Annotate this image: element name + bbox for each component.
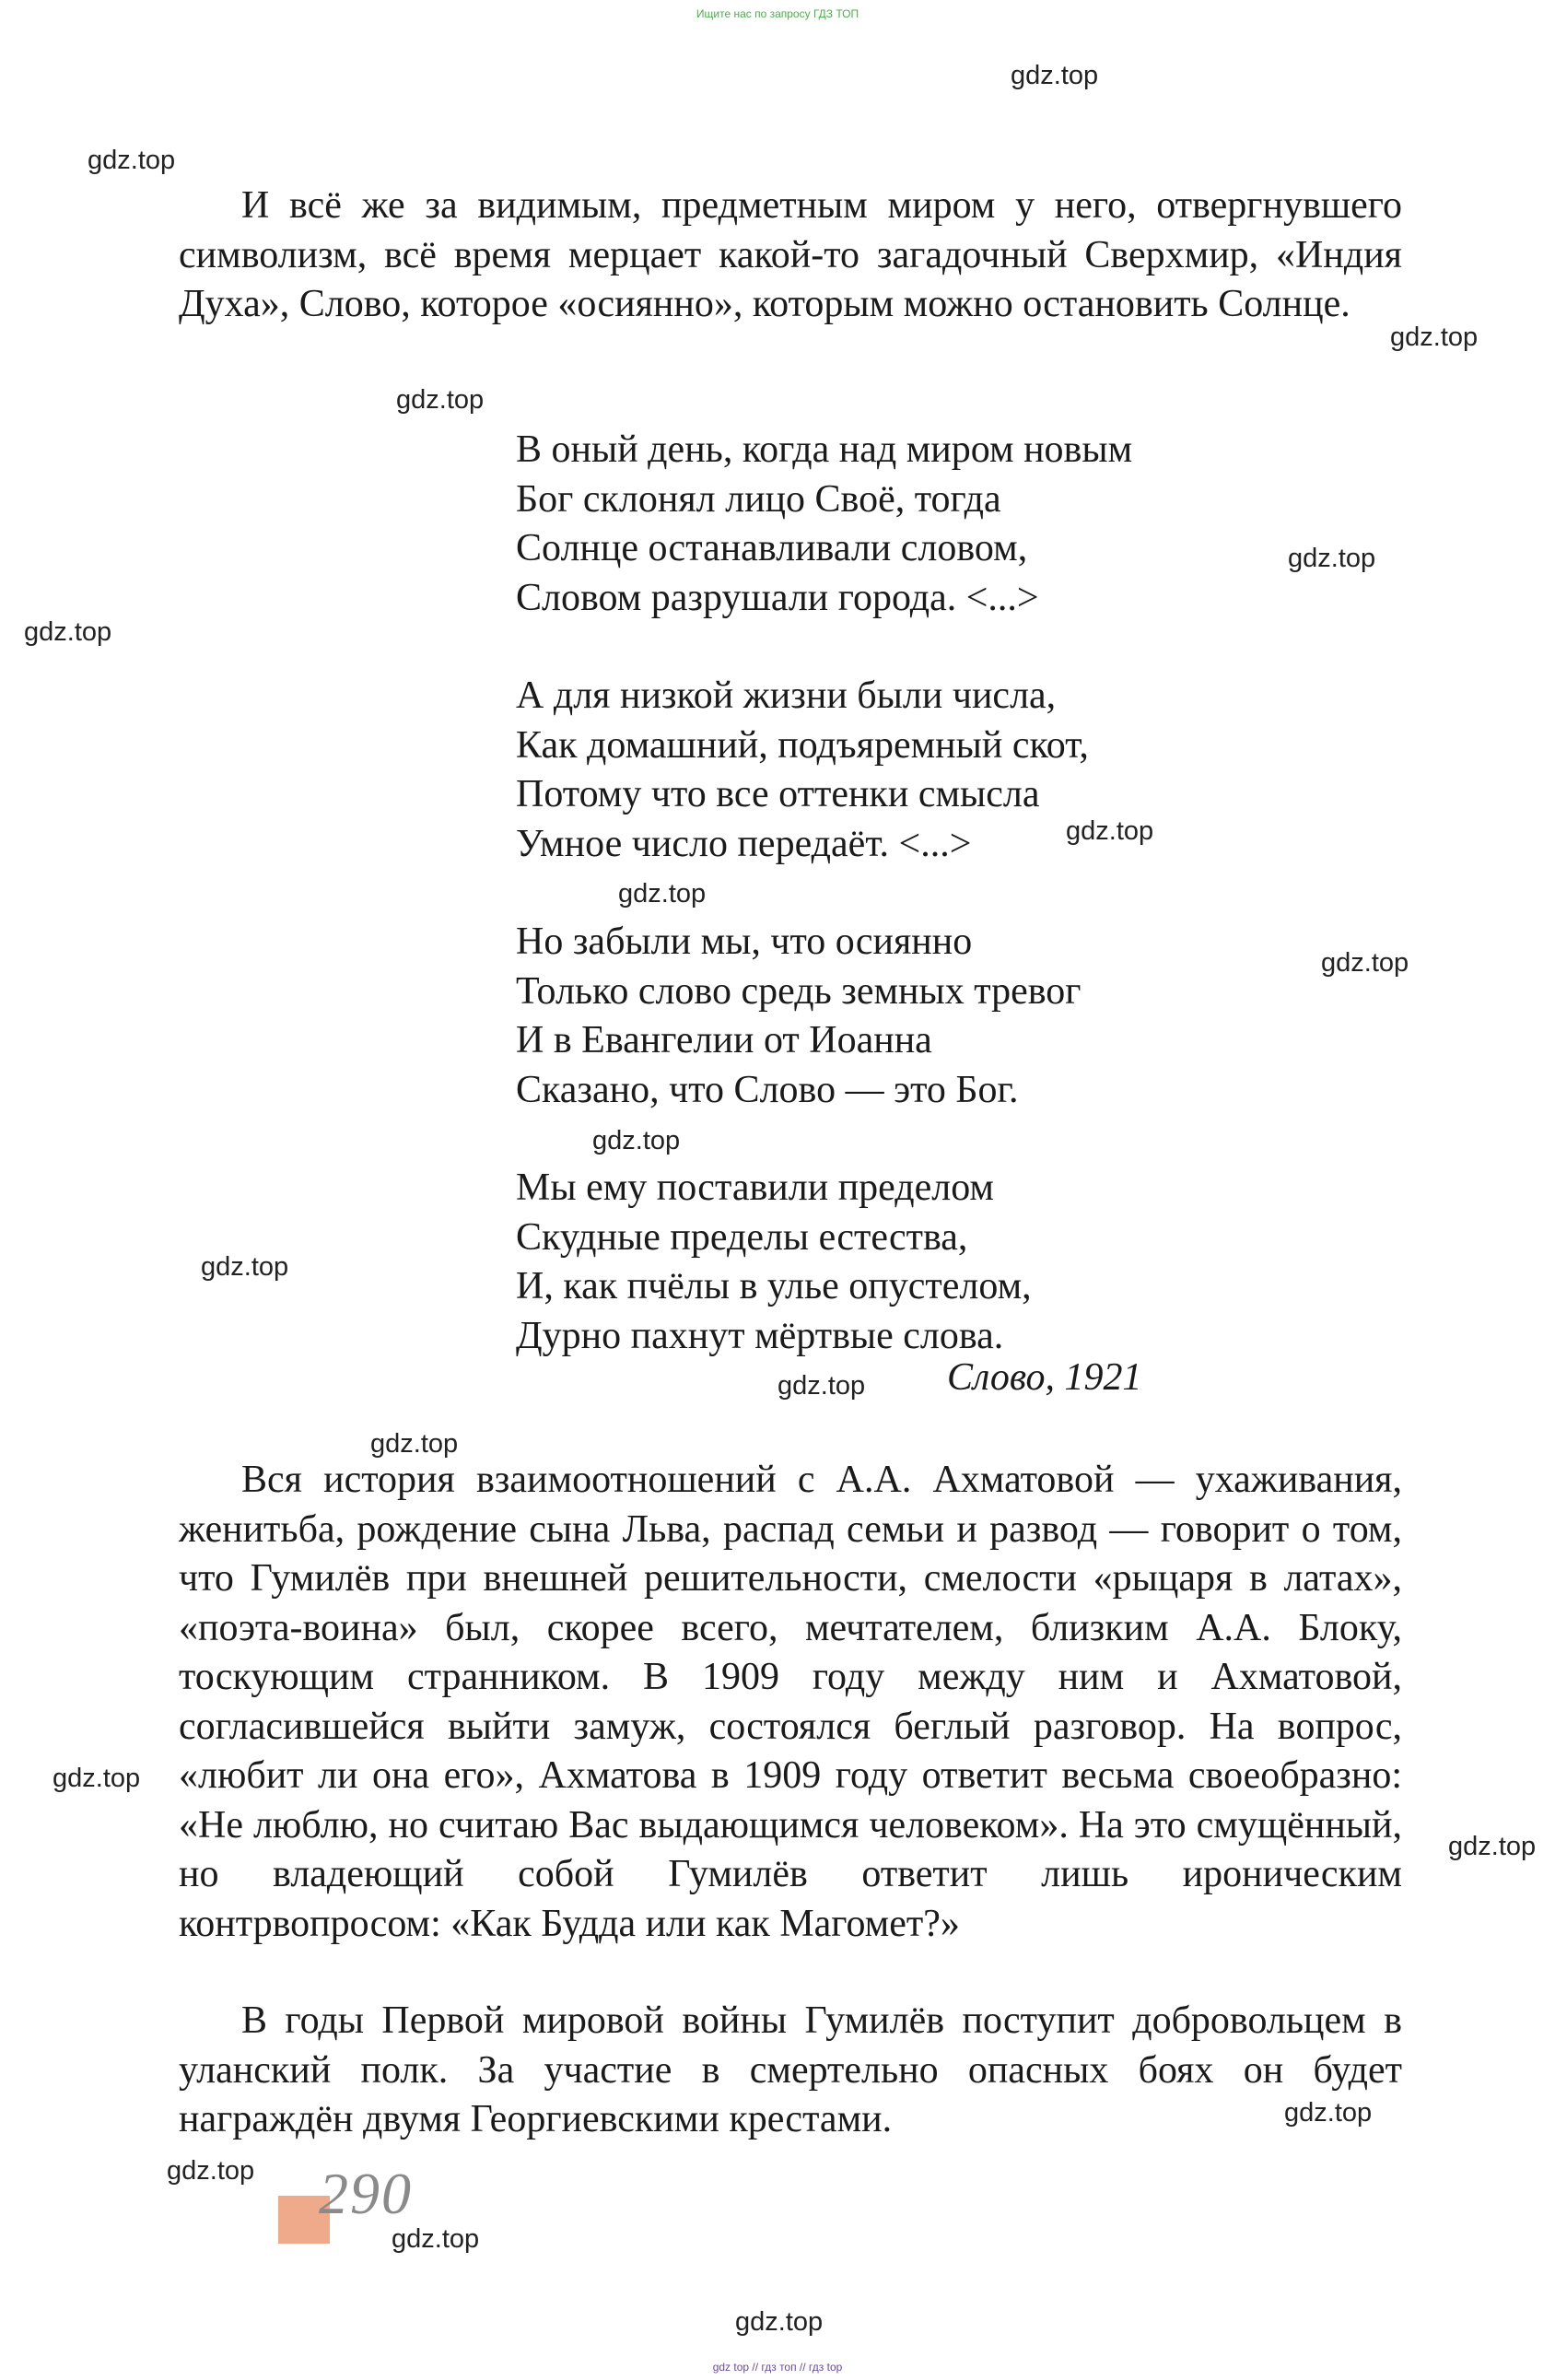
watermark: gdz.top xyxy=(592,1126,681,1155)
watermark: gdz.top xyxy=(1284,2098,1373,2128)
poem-line: В оный день, когда над миром новым xyxy=(516,428,1133,471)
header-note: Ищите нас по запросу ГДЗ ТОП xyxy=(696,7,859,20)
watermark: gdz.top xyxy=(1288,544,1376,573)
watermark: gdz.top xyxy=(370,1429,459,1459)
poem-stanza xyxy=(516,918,1132,1115)
page-number: 290 xyxy=(319,2161,413,2226)
poem-line: А для низкой жизни были числа, xyxy=(516,674,1057,717)
poem-stanza xyxy=(516,672,1132,869)
watermark: gdz.top xyxy=(1321,948,1409,978)
poem-line: Скудные пределы естества, xyxy=(516,1215,968,1259)
poem-line: Солнце останавливали словом, xyxy=(516,527,1028,569)
poem-line: Потому что все оттенки смысла xyxy=(516,773,1040,815)
paragraph-war xyxy=(179,1997,1402,2145)
footer-note: gdz top // гдз топ // гдз top xyxy=(712,2361,843,2374)
watermark: gdz.top xyxy=(778,1371,866,1401)
watermark: gdz.top xyxy=(1066,816,1154,846)
poem-line: Как домашний, подъяремный скот, xyxy=(516,723,1089,767)
watermark: gdz.top xyxy=(396,385,485,415)
poem-line: Умное число передаёт. <...> xyxy=(516,822,972,865)
watermark: gdz.top xyxy=(618,879,707,909)
watermark: gdz.top xyxy=(88,146,176,175)
poem-line: Дурно пахнут мёртвые слова. xyxy=(516,1314,1004,1357)
poem-line: Только слово средь земных тревог xyxy=(516,969,1081,1013)
poem-line: И в Евангелии от Иоанна xyxy=(516,1019,932,1061)
poem-line: Словом разрушали города. <...> xyxy=(516,576,1039,619)
watermark: gdz.top xyxy=(201,1252,289,1282)
watermark: gdz.top xyxy=(167,2156,255,2186)
paragraph-intro-text: И всё же за видимым, предметным миром у него, отвергнувшего символизм, всё время мерцает какой-то загадочный Сверхмир, «Индия Духа», Слово, которое «осиянно», которым можно остановить Солнце. xyxy=(179,184,1402,325)
poem-line: Бог склонял лицо Своё, тогда xyxy=(516,477,1001,521)
poem-stanza xyxy=(516,426,1132,623)
paragraph-biography-text: Вся история взаимоотношений с А.А. Ахматовой — ухаживания, женитьба, рождение сына Льва, распад семьи и развод — говорит о том, что Гумилёв при внешней решительности, смелости «рыцаря в латах», «поэта-воина» был, скорее всего, мечтателем, близким А.А. Блоку, тоскующим странником. В 1909 году между ним и Ахматовой, согласившейся выйти замуж, состоялся беглый разговор. На вопрос, «любит ли она его», Ахматова в 1909 году ответит весьма своеобразно: «Не люблю, но считаю Вас выдающимся человеком». На это смущённый, но владеющий собой Гумилёв ответит лишь ироническим контрвопросом: «Как Будда или как Магомет?» xyxy=(179,1459,1402,1945)
paragraph-biography xyxy=(179,1456,1402,1949)
poem-stanza xyxy=(516,1164,1132,1361)
watermark: gdz.top xyxy=(735,2307,824,2337)
watermark: gdz.top xyxy=(53,1764,141,1793)
paragraph-war-text: В годы Первой мировой войны Гумилёв поступит добровольцем в уланский полк. За участие в смертельно опасных боях он будет награждён двумя Георгиевскими крестами. xyxy=(179,1999,1402,2140)
watermark: gdz.top xyxy=(1390,322,1479,352)
watermark: gdz.top xyxy=(24,617,112,647)
poem-line: Но забыли мы, что осиянно xyxy=(516,920,973,963)
paragraph-intro xyxy=(179,182,1402,330)
watermark: gdz.top xyxy=(1448,1832,1537,1861)
poem-signature: Слово, 1921 xyxy=(947,1356,1142,1399)
watermark: gdz.top xyxy=(1011,61,1099,90)
watermark: gdz.top xyxy=(392,2224,480,2254)
poem-line: Сказано, что Слово — это Бог. xyxy=(516,1068,1019,1111)
poem-line: Мы ему поставили пределом xyxy=(516,1167,995,1209)
poem-line: И, как пчёлы в улье опустелом, xyxy=(516,1265,1032,1307)
poem xyxy=(516,426,1132,1361)
